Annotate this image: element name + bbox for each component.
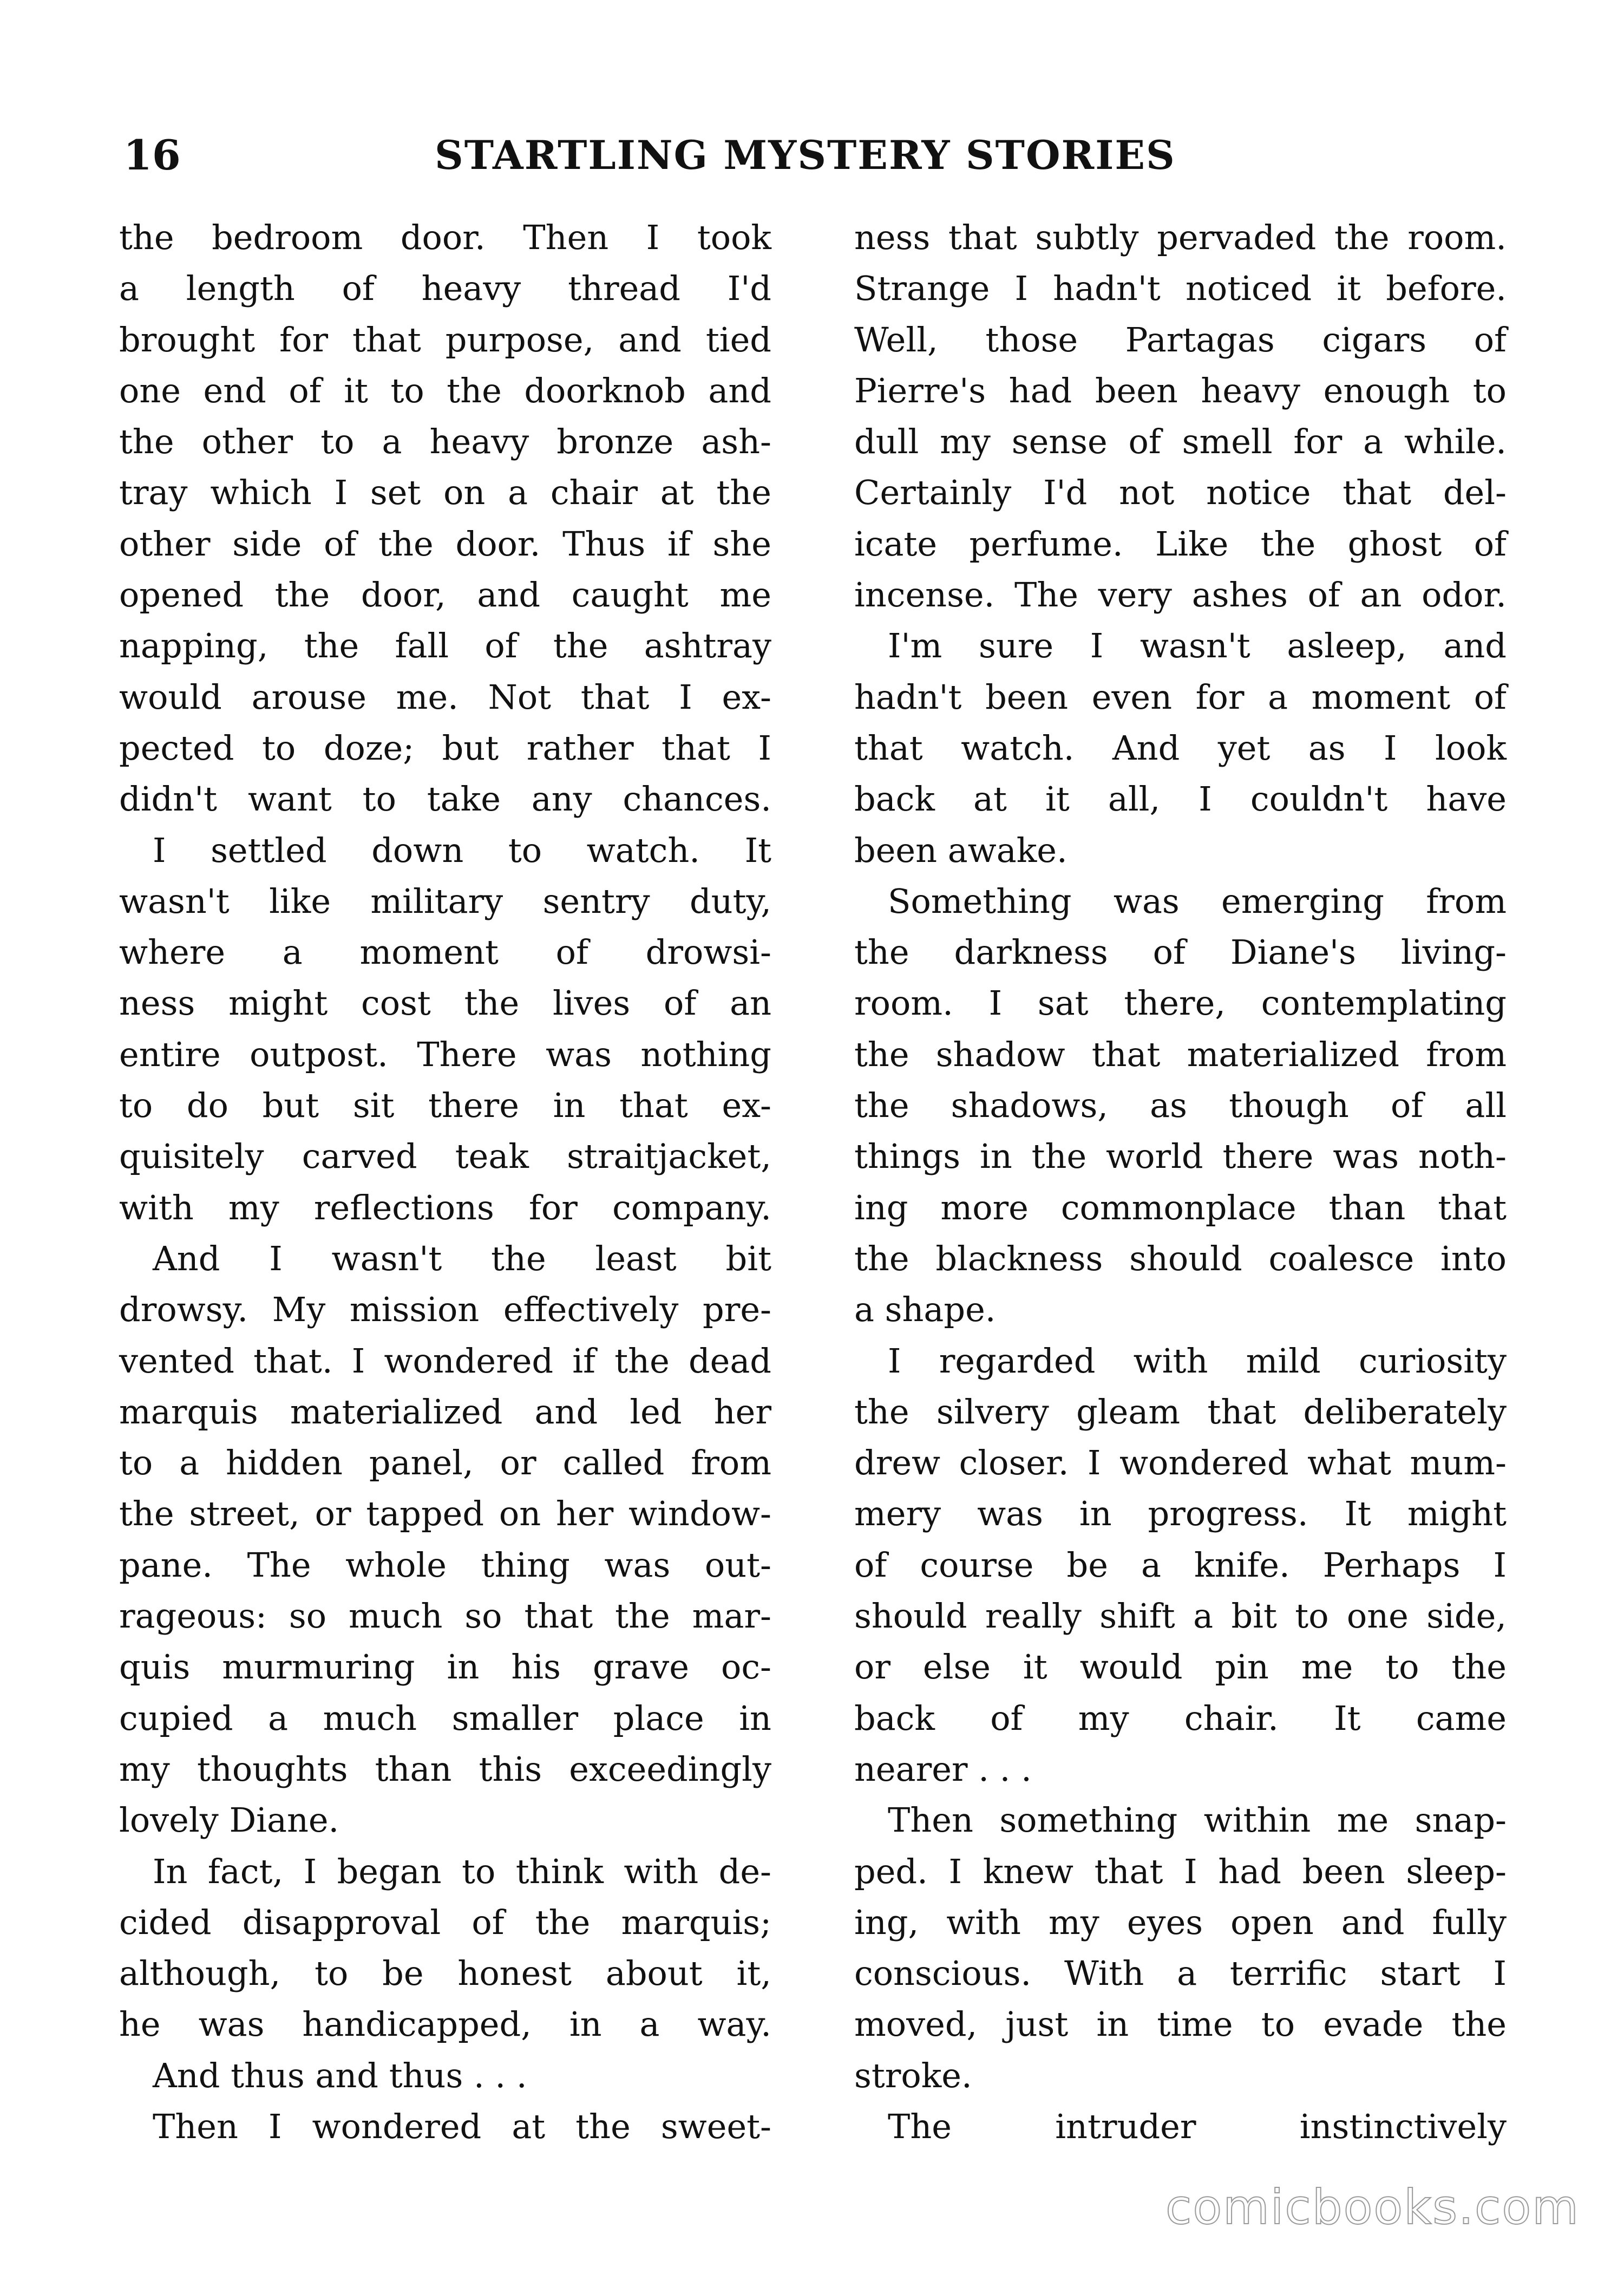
text-line: The intruder instinctively: [888, 2106, 1507, 2146]
text-line: to do but sit there in that ex-: [119, 1086, 771, 1126]
text-line: although, to be honest about it,: [119, 1953, 771, 1994]
text-line: rageous: so much so that the mar-: [119, 1596, 771, 1636]
text-line: nearer . . .: [854, 1749, 1032, 1789]
text-line: the darkness of Diane's living-: [854, 932, 1507, 972]
text-line: didn't want to take any chances.: [119, 779, 771, 819]
text-line: ness might cost the lives of an: [119, 983, 771, 1023]
text-line: of course be a knife. Perhaps I: [854, 1545, 1507, 1585]
text-line: a shape.: [854, 1290, 996, 1330]
text-line: the street, or tapped on her window-: [119, 1494, 771, 1534]
text-line: with my reflections for company.: [119, 1187, 771, 1227]
text-line: the silvery gleam that deliberately: [854, 1391, 1507, 1432]
text-line: Pierre's had been heavy enough to: [854, 370, 1507, 410]
text-line: ing more commonplace than that: [854, 1187, 1507, 1227]
text-line: dull my sense of smell for a while.: [854, 422, 1507, 462]
text-line: lovely Diane.: [119, 1800, 339, 1840]
page-number: 16: [123, 131, 181, 179]
text-line: icate perfume. Like the ghost of: [854, 524, 1507, 564]
text-line: been awake.: [854, 830, 1068, 870]
text-line: he was handicapped, in a way.: [119, 2004, 771, 2044]
text-line: Well, those Partagas cigars of: [854, 319, 1507, 360]
running-title: STARTLING MYSTERY STORIES: [435, 132, 1176, 179]
text-line: a length of heavy thread I'd: [119, 269, 771, 309]
text-line: my thoughts than this exceedingly: [119, 1749, 771, 1789]
text-line: stroke.: [854, 2055, 972, 2095]
text-line: moved, just in time to evade the: [854, 2004, 1507, 2044]
text-line: conscious. With a terrific start I: [854, 1953, 1507, 1994]
text-line: Then something within me snap-: [888, 1800, 1507, 1840]
text-line: pected to doze; but rather that I: [119, 728, 771, 768]
text-line: pane. The whole thing was out-: [119, 1545, 771, 1585]
text-line: Something was emerging from: [888, 881, 1507, 921]
text-line: the shadow that materialized from: [854, 1034, 1507, 1074]
text-line: should really shift a bit to one side,: [854, 1596, 1507, 1636]
text-line: entire outpost. There was nothing: [119, 1034, 771, 1074]
text-column-right: [854, 212, 1507, 2152]
text-line: the shadows, as though of all: [854, 1086, 1507, 1126]
text-line: vented that. I wondered if the dead: [119, 1341, 771, 1381]
text-line: opened the door, and caught me: [119, 575, 771, 615]
text-line: ing, with my eyes open and fully: [854, 1902, 1507, 1942]
text-line: back of my chair. It came: [854, 1698, 1507, 1738]
page-header: [123, 126, 1509, 185]
text-line: or else it would pin me to the: [854, 1647, 1507, 1687]
text-line: would arouse me. Not that I ex-: [119, 677, 771, 717]
text-line: mery was in progress. It might: [854, 1494, 1507, 1534]
text-line: brought for that purpose, and tied: [119, 319, 771, 360]
text-line: one end of it to the doorknob and: [119, 370, 771, 410]
text-line: to a hidden panel, or called from: [119, 1443, 771, 1483]
text-line: marquis materialized and led her: [119, 1391, 771, 1432]
text-line: incense. The very ashes of an odor.: [854, 575, 1507, 615]
text-line: napping, the fall of the ashtray: [119, 626, 771, 666]
text-line: I'm sure I wasn't asleep, and: [888, 626, 1507, 666]
text-line: the other to a heavy bronze ash-: [119, 422, 771, 462]
text-line: drowsy. My mission effectively pre-: [119, 1290, 771, 1330]
text-line: Strange I hadn't noticed it before.: [854, 269, 1507, 309]
text-line: Then I wondered at the sweet-: [153, 2106, 771, 2146]
text-line: cided disapproval of the marquis;: [119, 1902, 771, 1942]
text-line: quisitely carved teak straitjacket,: [119, 1136, 771, 1177]
text-line: back at it all, I couldn't have: [854, 779, 1507, 819]
text-line: the bedroom door. Then I took: [119, 218, 771, 257]
text-line: room. I sat there, contemplating: [854, 983, 1507, 1023]
watermark: comicbooks.com: [1165, 2179, 1580, 2235]
text-line: I regarded with mild curiosity: [888, 1341, 1507, 1381]
text-line: the blackness should coalesce into: [854, 1238, 1507, 1278]
text-line: I settled down to watch. It: [153, 830, 771, 870]
text-column-left: [119, 212, 771, 2152]
text-line: where a moment of drowsi-: [119, 932, 771, 972]
text-line: wasn't like military sentry duty,: [119, 881, 771, 921]
text-line: And I wasn't the least bit: [153, 1238, 771, 1278]
text-line: quis murmuring in his grave oc-: [119, 1647, 771, 1687]
text-line: ped. I knew that I had been sleep-: [854, 1851, 1507, 1891]
text-line: drew closer. I wondered what mum-: [854, 1443, 1507, 1483]
text-line: other side of the door. Thus if she: [119, 524, 771, 564]
text-line: that watch. And yet as I look: [854, 728, 1507, 768]
text-line: things in the world there was noth-: [854, 1136, 1507, 1177]
text-line: ness that subtly pervaded the room.: [854, 218, 1507, 257]
text-line: cupied a much smaller place in: [119, 1698, 771, 1738]
text-line: In fact, I began to think with de-: [153, 1851, 771, 1891]
text-line: And thus and thus . . .: [153, 2055, 527, 2095]
text-line: tray which I set on a chair at the: [119, 473, 771, 513]
text-line: Certainly I'd not notice that del-: [854, 473, 1507, 513]
text-line: hadn't been even for a moment of: [854, 677, 1507, 717]
